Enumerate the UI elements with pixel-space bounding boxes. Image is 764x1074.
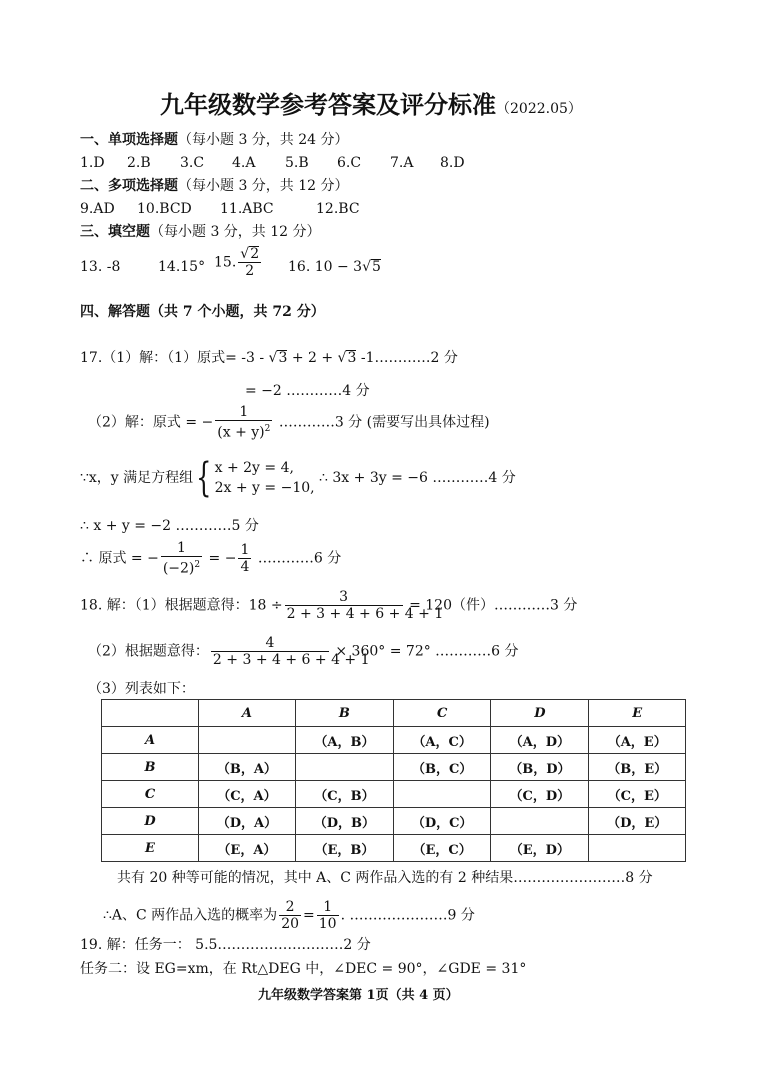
page-title	[160, 90, 582, 124]
table-row	[102, 808, 686, 835]
q19-line1: 19. 解：任务一： 5.5………………………2 分	[80, 937, 371, 953]
table-header-cell: B	[295, 700, 393, 727]
table-header-cell: E	[589, 700, 686, 727]
table-cell	[491, 808, 589, 835]
brace-icon: {	[196, 455, 212, 501]
outcome-table	[101, 699, 686, 862]
section4-heading: 四、解答题（共 7 个小题，共 72 分）	[80, 304, 325, 320]
table-row-header: A	[102, 727, 199, 754]
answer-13: 13. -8	[80, 259, 121, 275]
table-cell	[199, 727, 296, 754]
q18-line2: （2）根据题意得： $\frac{4}{2 + 3 + 4 + 6 + 4 + 1}$ × 360° = 72° …………6 分	[88, 635, 519, 668]
table-row-header: E	[102, 835, 199, 862]
table-row	[102, 727, 686, 754]
section2-header	[80, 177, 349, 195]
table-cell: （B，C）	[394, 754, 491, 781]
answer: 6.C	[337, 155, 362, 171]
table-cell: （E，A）	[199, 835, 296, 862]
q17-line2: = −2 …………4 分	[245, 383, 370, 399]
answer-16: 16. 10 − 3√5	[288, 259, 381, 275]
table-cell: （E，D）	[491, 835, 589, 862]
section3-header	[80, 223, 321, 241]
table-cell: （D，E）	[589, 808, 686, 835]
q17-line3: （2）解：原式 = − $\frac{1}{(x + y)^2}$ …………3 分 (需要写出具体过程)	[88, 404, 490, 441]
section3-note: （每小题 3 分，共 12 分）	[150, 224, 321, 240]
table-cell	[394, 781, 491, 808]
section2-heading: 二、多项选择题	[80, 178, 178, 194]
table-cell: （D，A）	[199, 808, 296, 835]
section2-note: （每小题 3 分，共 12 分）	[178, 178, 349, 194]
table-cell: （A，B）	[295, 727, 393, 754]
answer: 3.C	[180, 155, 205, 171]
q18-line4: 共有 20 种等可能的情况，其中 A、C 两作品入选的有 2 种结果……………………8 分	[117, 870, 653, 886]
q19-line2: 任务二：设 EG=xm，在 Rt△DEG 中，∠DEC = 90°，∠GDE = 31°	[80, 961, 527, 977]
table-cell: （C，D）	[491, 781, 589, 808]
table-cell	[295, 754, 393, 781]
answer: 7.A	[390, 155, 414, 171]
table-cell: （A，E）	[589, 727, 686, 754]
answer: 8.D	[440, 155, 465, 171]
table-cell: （E，B）	[295, 835, 393, 862]
title-date: （2022.05）	[496, 101, 582, 117]
table-row-header: C	[102, 781, 199, 808]
table-cell: （D，C）	[394, 808, 491, 835]
table-cell: （A，D）	[491, 727, 589, 754]
answer: 5.B	[285, 155, 309, 171]
table-row	[102, 754, 686, 781]
page-footer: 九年级数学答案第 1页（共 4 页）	[258, 988, 459, 1003]
table-cell: （D，B）	[295, 808, 393, 835]
answer-14: 14.15°	[158, 259, 206, 275]
answer: 4.A	[232, 155, 256, 171]
q18-line3: （3）列表如下：	[88, 681, 195, 697]
answer: 2.B	[127, 155, 151, 171]
answer: 10.BCD	[137, 201, 192, 217]
q18-line5: ∴A、C 两作品入选的概率为 $\frac{2}{20}$ = $\frac{1}{10}$ . …………………9 分	[103, 899, 475, 932]
table-row	[102, 835, 686, 862]
table-cell: （E，C）	[394, 835, 491, 862]
table-header-row	[102, 700, 686, 727]
table-row-header: B	[102, 754, 199, 781]
answer: 12.BC	[316, 201, 360, 217]
section1-note: （每小题 3 分，共 24 分）	[178, 132, 349, 148]
table-header-cell: C	[394, 700, 491, 727]
table-cell: （C，E）	[589, 781, 686, 808]
table-cell: （C，A）	[199, 781, 296, 808]
table-header-cell: A	[199, 700, 296, 727]
title-text: 九年级数学参考答案及评分标准	[160, 90, 496, 119]
answer-15: 15. $\frac{√2}{2}$	[214, 246, 260, 279]
table-cell: （C，B）	[295, 781, 393, 808]
q17-line6: ∴ 原式 = − $\frac{1}{(-2)^2}$ = − $\frac{1}{4}$ …………6 分	[80, 540, 342, 577]
q18-line1: 18. 解：（1）根据题意得：18 ÷ $\frac{3}{2 + 3 + 4 + 6 + 4 + 1}$ = 120（件）…………3 分	[80, 589, 578, 622]
q17-line1: 17.（1）解：（1）原式= -3 - √3 + 2 + √3 -1…………2 分	[80, 350, 458, 366]
answer: 11.ABC	[220, 201, 274, 217]
section1-header	[80, 131, 349, 149]
table-row-header: D	[102, 808, 199, 835]
table-header-cell	[102, 700, 199, 727]
answer: 9.AD	[80, 201, 115, 217]
table-header-cell: D	[491, 700, 589, 727]
table-cell: （A，C）	[394, 727, 491, 754]
section1-heading: 一、单项选择题	[80, 132, 178, 148]
table-cell: （B，A）	[199, 754, 296, 781]
answer: 1.D	[80, 155, 105, 171]
q17-line5: ∴ x + y = −2 …………5 分	[80, 518, 259, 534]
table-cell: （B，E）	[589, 754, 686, 781]
table-row	[102, 781, 686, 808]
table-cell: （B，D）	[491, 754, 589, 781]
table-cell	[589, 835, 686, 862]
q17-line4: ∵x，y 满足方程组{ x + 2y = 4, 2x + y = −10, ∴ 3x + 3y = −6 …………4 分	[80, 455, 516, 501]
section3-heading: 三、填空题	[80, 224, 150, 240]
